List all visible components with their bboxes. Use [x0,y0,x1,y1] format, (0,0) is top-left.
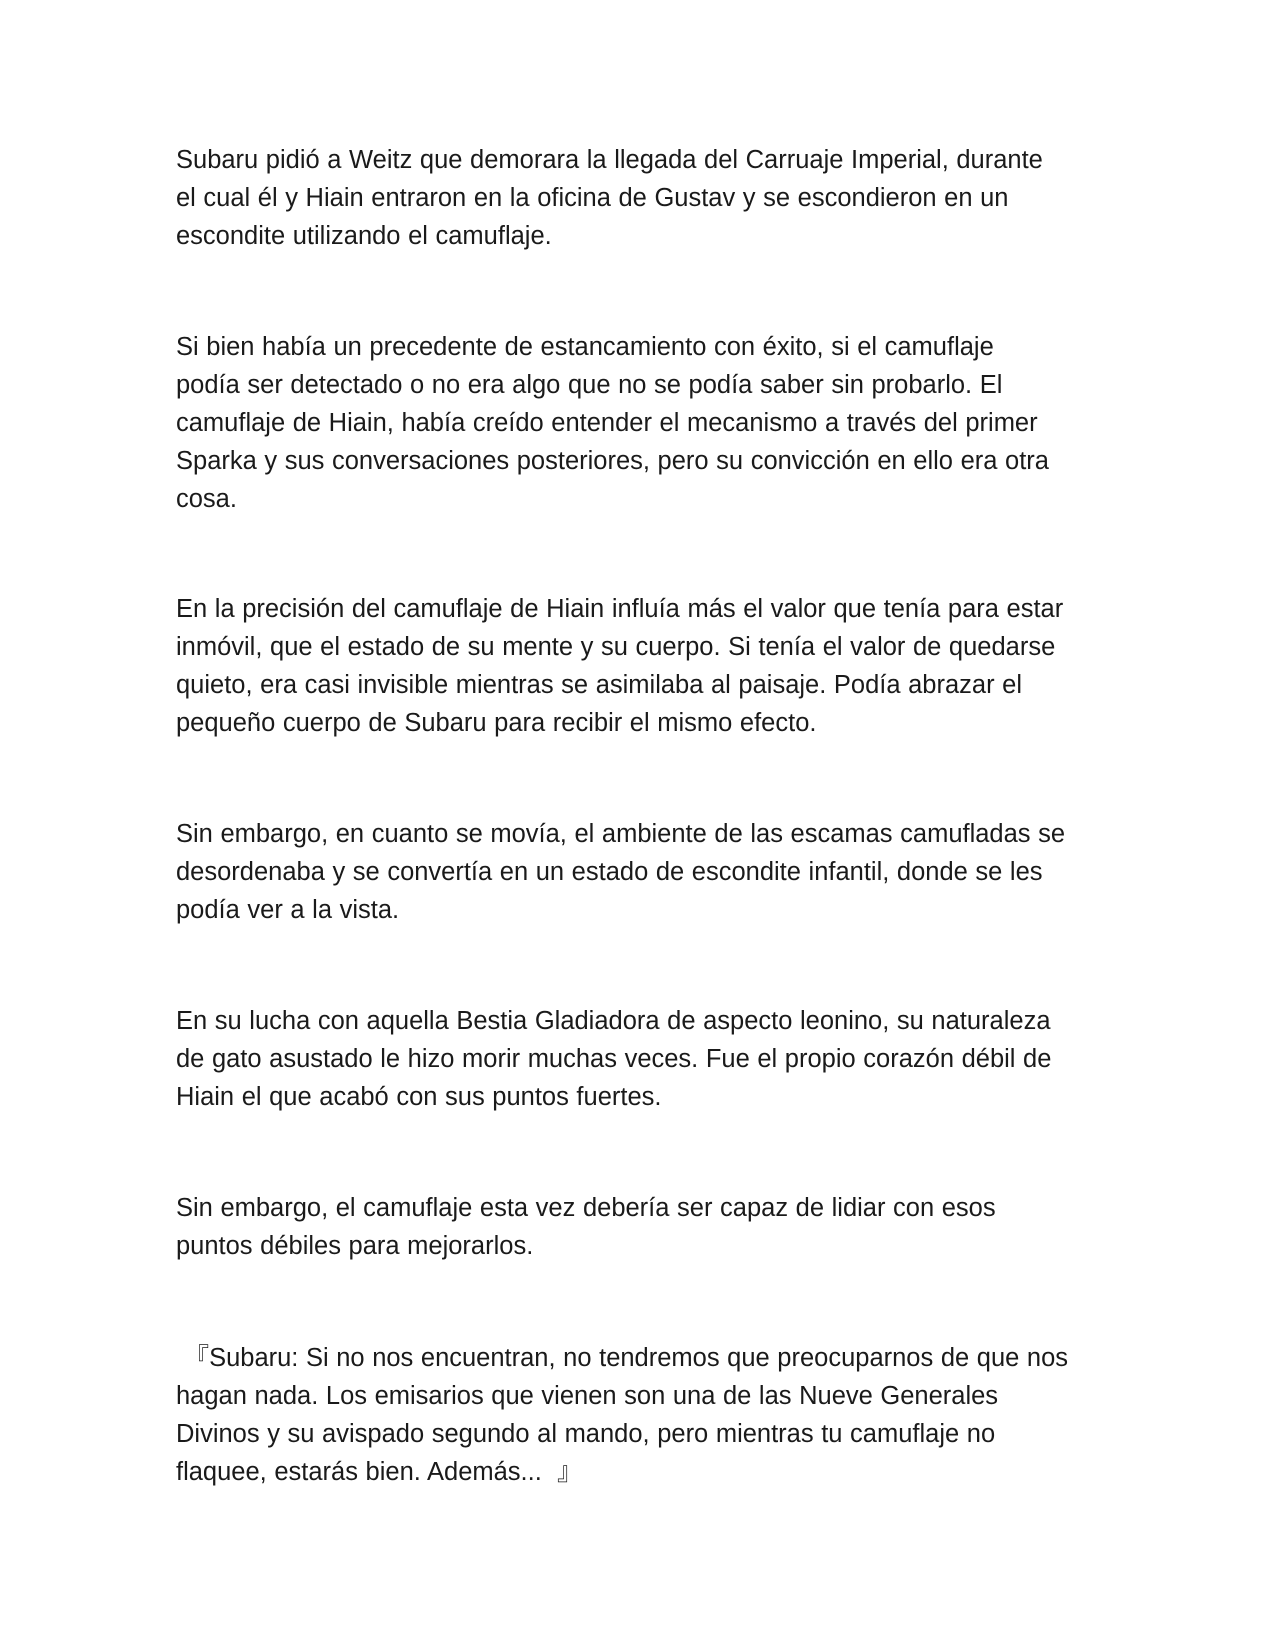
paragraph-line: Sin embargo, en cuanto se movía, el ambiente de las escamas camufladas se [176,820,1066,848]
paragraph-line: puntos débiles para mejorarlos. [176,1232,534,1260]
paragraph-4 [176,815,1106,929]
paragraph-line: podía ver a la vista. [176,896,400,924]
paragraph-5 [176,1002,1106,1116]
paragraph-line: hagan nada. Los emisarios que vienen son una de las Nueve Generales [176,1382,999,1410]
paragraph-line: inmóvil, que el estado de su mente y su cuerpo. Si tenía el valor de quedarse [176,633,1056,661]
paragraph-3 [176,590,1106,742]
paragraph-line: En su lucha con aquella Bestia Gladiadora de aspecto leonino, su naturaleza [176,1007,1051,1035]
paragraph-1 [176,141,1106,255]
paragraph-line: Hiain el que acabó con sus puntos fuertes. [176,1083,662,1111]
paragraph-6 [176,1189,1106,1265]
paragraph-7-dialogue [176,1339,1106,1491]
paragraph-line: el cual él y Hiain entraron en la oficina de Gustav y se escondieron en un [176,184,1009,212]
paragraph-line: de gato asustado le hizo morir muchas veces. Fue el propio corazón débil de [176,1045,1052,1073]
paragraph-line: Si bien había un precedente de estancamiento con éxito, si el camuflaje [176,333,994,361]
paragraph-line: Sin embargo, el camuflaje esta vez debería ser capaz de lidiar con esos [176,1194,996,1222]
paragraph-line: quieto, era casi invisible mientras se asimilaba al paisaje. Podía abrazar el [176,671,1023,699]
paragraph-line: pequeño cuerpo de Subaru para recibir el mismo efecto. [176,709,817,737]
paragraph-line: flaquee, estarás bien. Además... 』 [176,1458,583,1486]
paragraph-line: En la precisión del camuflaje de Hiain influía más el valor que tenía para estar [176,595,1064,623]
paragraph-line: Subaru pidió a Weitz que demorara la llegada del Carruaje Imperial, durante [176,146,1043,174]
paragraph-line: desordenaba y se convertía en un estado de escondite infantil, donde se les [176,858,1043,886]
paragraph-line: Sparka y sus conversaciones posteriores, pero su convicción en ello era otra [176,447,1049,475]
paragraph-line: podía ser detectado o no era algo que no se podía saber sin probarlo. El [176,371,1003,399]
paragraph-2 [176,328,1106,518]
paragraph-line: escondite utilizando el camuflaje. [176,222,552,250]
paragraph-line: cosa. [176,485,237,513]
paragraph-line: camuflaje de Hiain, había creído entender el mecanismo a través del primer [176,409,1038,437]
paragraph-line: Divinos y su avispado segundo al mando, pero mientras tu camuflaje no [176,1420,996,1448]
paragraph-line: 『Subaru: Si no nos encuentran, no tendremos que preocuparnos de que nos [176,1344,1069,1372]
